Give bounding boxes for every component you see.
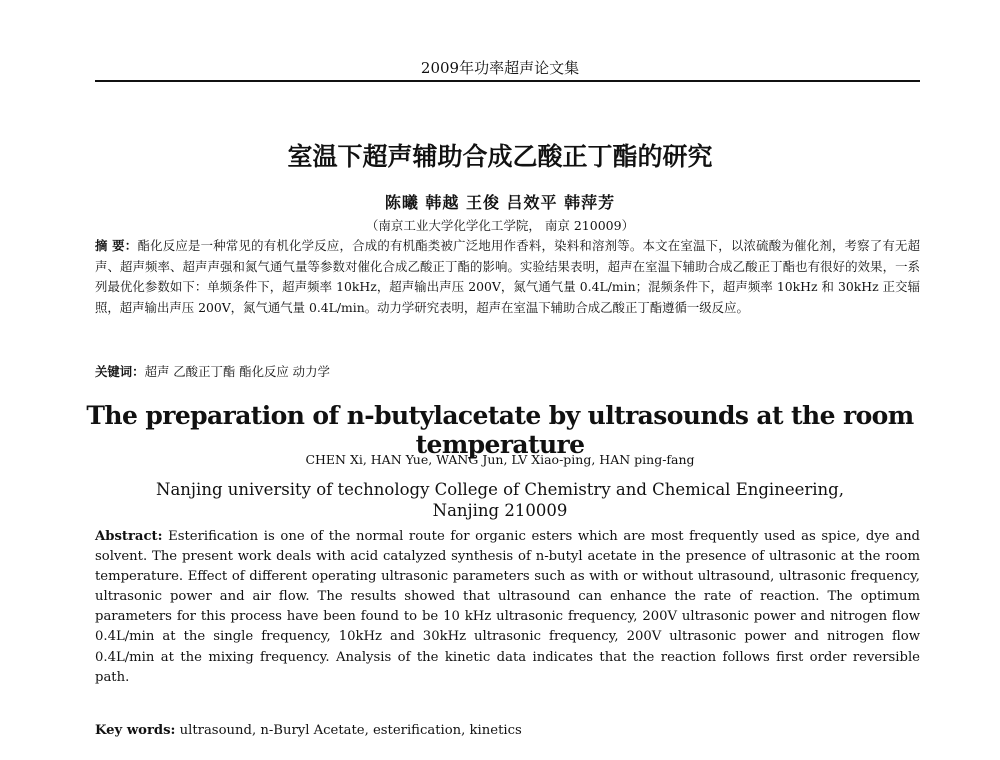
english-keywords (95, 723, 920, 738)
english-keywords-text: ultrasound, n-Buryl Acetate, esterification, kinetics (175, 723, 522, 738)
chinese-keywords-label: 关键词： (95, 364, 145, 379)
chinese-keywords (95, 362, 920, 380)
chinese-title: 室温下超声辅助合成乙酸正丁酯的研究 (287, 142, 713, 171)
chinese-keywords-text: 超声 乙酸正丁酯 酯化反应 动力学 (144, 364, 330, 379)
english-title: The preparation of n-butylacetate by ultrasounds at the room temperature (86, 401, 914, 459)
running-header: 2009年功率超声论文集 (420, 59, 580, 77)
english-affiliation-line1: Nanjing university of technology College of Chemistry and Chemical Engineering, (156, 480, 844, 499)
english-abstract (95, 527, 920, 688)
english-affiliation-line2: Nanjing 210009 (432, 501, 568, 520)
english-authors: CHEN Xi, HAN Yue, WANG Jun, LV Xiao-ping, HAN ping-fang (305, 452, 695, 467)
english-keywords-label: Key words: (95, 723, 176, 738)
chinese-abstract-label: 摘 要： (95, 238, 138, 253)
english-abstract-label: Abstract: (95, 529, 163, 544)
chinese-authors: 陈曦 韩越 王俊 吕效平 韩萍芳 (384, 193, 616, 212)
header-rule (95, 80, 920, 82)
chinese-affiliation: （南京工业大学化学化工学院， 南京 210009） (365, 218, 635, 233)
english-affiliation (0, 479, 1000, 521)
chinese-abstract (95, 236, 920, 318)
chinese-abstract-text: 酯化反应是一种常见的有机化学反应，合成的有机酯类被广泛地用作香料，染料和溶剂等。本文在室温下，以浓硫酸为催化剂，考察了有无超声、超声频率、超声声强和氮气通气量等参数对催化合成乙酸正丁酯的影响。实验结果表明，超声在室温下辅助合成乙酸正丁酯也有很好的效果，一系列最优化参数如下：单频条件下，超声频率 10kHz，超声输出声压 200V，氮气通气量 0.4L/min；混频条件下，超声频率 10kHz 和 30kHz 正交辐照，超声输出声压 200V，氮气通气量 0.4L/min。动力学研究表明，超声在室温下辅助合成乙酸正丁酯遵循一级反应。 (95, 238, 920, 315)
english-abstract-text: Esterification is one of the normal route for organic esters which are most frequently used as spice, dye and solvent. The present work deals with acid catalyzed synthesis of n-butyl acetate in the presence of ultrasonic at the room temperature. Effect of different operating ultrasonic parameters such as with or without ultrasound, ultrasonic frequency, ultrasonic power and air flow. The results showed that ultrasound can enhance the rate of reaction. The optimum parameters for this process have been found to be 10 kHz ultrasonic frequency, 200V ultrasonic power and nitrogen flow 0.4L/min at the single frequency, 10kHz and 30kHz ultrasonic frequency, 200V ultrasonic power and nitrogen flow 0.4L/min at the mixing frequency. Analysis of the kinetic data indicates that the reaction follows first order reversible path. (95, 529, 920, 685)
